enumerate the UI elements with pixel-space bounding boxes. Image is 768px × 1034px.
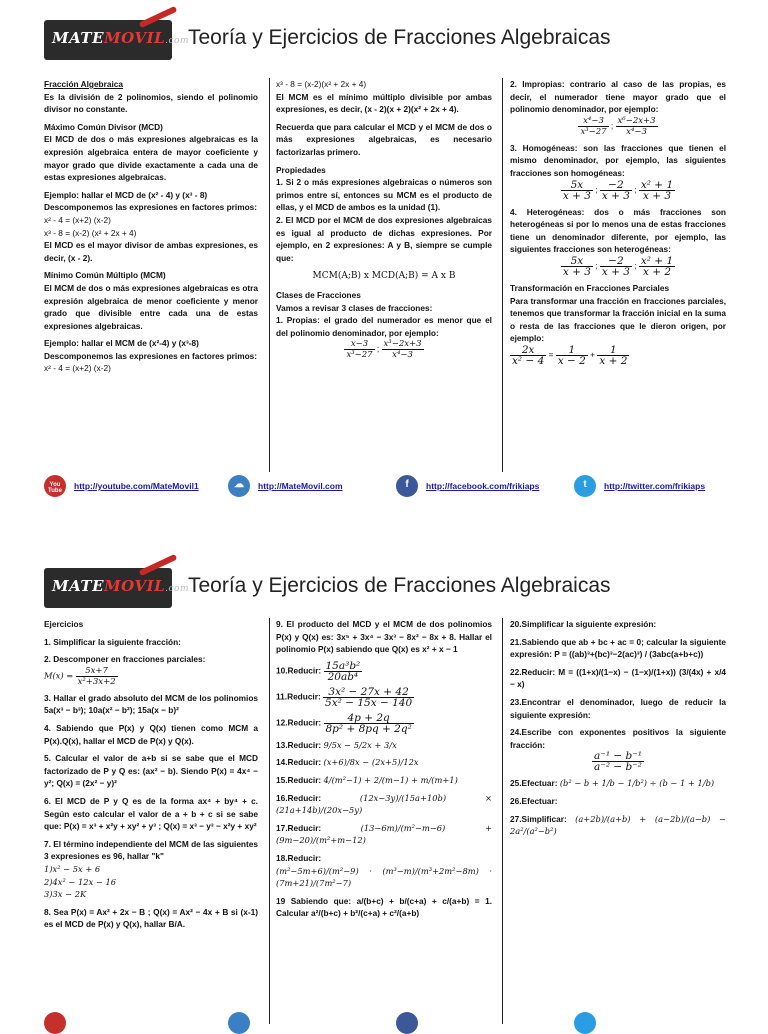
cloud-icon: ☁	[228, 475, 250, 497]
facebook-icon	[396, 1012, 418, 1034]
column-3: 2. Impropias: contrario al caso de las propias, es decir, el numerador tiene mayor grado que el polinomio denominador, por ejemplo: $\frac{\text{x⁴−3}}{\text{x³−27}}$ ; $\frac{\text{x⁶−2x+3}}{\text{x⁴−3}}$ 3. Homogéneas: son las fracciones que tienen el mismo denominador, por ejemplo, las siguientes fracciones son homogéneas: $\frac{5x}{x + 3}$ ; $\frac{-2}{x + 3}$ ; $\frac{\text{x² + 1}}{x + 3}$ 4. Heterogéneas: dos o más fracciones son heterogéneas si por lo menos una de estas fracciones tiene un denominador diferente, por ejemplo, las siguientes fracciones son heterogéneas: $\frac{5x}{x + 3}$ ; $\frac{-2}{x + 3}$ ; $\frac{\text{x² + 1}}{x + 2}$ Transformación en Fracciones Parciales Para transformar una fracción en fracciones parciales, tenemos que transformar la fracción inicial en la suma o resta de las fracciones que le dieron origen, por ejemplo: $\frac{2x}{\text{x² − 4}}$ = $\frac{1}{x - 2}$ + $\frac{1}{x + 2}$	[510, 79, 726, 367]
twitter-icon	[574, 1012, 596, 1034]
column-1: Fracción Algebraica Es la división de 2 polinomios, siendo el polinomio divisor no constante. Máximo Común Divisor (MCD) El MCD de dos o más expresiones algebraicas es la expresión algebraica entera de mayor coeficiente y mayor grado que divide exactamente a cada una de estas expresiones algebraicas. Ejemplo: hallar el MCD de (x² - 4) y (x³ - 8) Descomponemos las expresiones en factores primos: x² - 4 = (x+2) (x-2) x³ - 8 = (x-2) (x² + 2x + 4) El MCD es el mayor divisor de ambas expresiones, es decir, (x - 2). Mínimo Común Múltiplo (MCM) El MCM de dos o más expresiones algebraicas es otra expresión algebraica de menor coeficiente y menor grado que divisible entre cada una de estas expresiones algebraicas. Ejemplo: hallar el MCM de (x²-4) y (x³-8) Descomponemos las expresiones en factores primos: x² - 4 = (x+2) (x-2)	[44, 79, 258, 374]
column-2: x³ - 8 = (x-2)(x² + 2x + 4) El MCM es el mínimo múltiplo divisible por ambas expresiones, es decir, (x - 2)(x + 2)(x² + 2x + 4). Recuerda que para calcular el MCD y el MCM de dos o más expresiones algebraicas, es necesario factorizarlas primero. Propiedades 1. Si 2 o más expresiones algebraicas o números son primos entre sí, entonces su MCM es el producto de ellas, y el MCD de ambos es la unidad (1). 2. El MCD por el MCM de dos expresiones algebraicas es igual al producto de dichas expresiones. Por ejemplo, en 2 expresiones: A y B, siempre se cumple que: MCM(A;B) x MCD(A;B) = A x B Clases de Fracciones Vamos a revisar 3 clases de fracciones: 1. Propias: el grado del numerador es menor que el del polinomio denominador, por ejemplo: $\frac{x-3}{\text{x³−27}}$ ; $\frac{\text{x³−2x+3}}{\text{x⁴−3}}$	[276, 79, 492, 361]
matemovil-logo: MATEMOVIL.com	[44, 20, 172, 60]
heading: Mínimo Común Múltiplo (MCM)	[44, 270, 166, 281]
youtube-link-group	[44, 474, 199, 498]
column-1: Ejercicios 1. Simplificar la siguiente fracción: 2. Descomponer en fracciones parciales: M(x) = $\frac{5x+7}{\text{x²+3x+2}}$ 3. Hallar el grado absoluto del MCM de los polinomios 5a(x³ − b³); 10a(x² − b²); 15a(x − b)² 4. Sabiendo que P(x) y Q(x) tienen como MCM a P(x).Q(x), hallar el MCD de P(x) y Q(x). 5. Calcular el valor de a+b si se sabe que el MCD factorizado de P y Q es: (ax² − b). Siendo P(x) = 4x⁴ − y²; Q(x) = (2x² − y)² 6. El MCD de P y Q es de la forma ax⁴ + by⁴ + c. Según esto calcular el valor de a + b + c si se sabe que: P(x) = x³ + x²y + xy² + y³ ; Q(x) = x³ − y³ − x²y + xy² 7. El término independiente del MCM de las siguientes 3 expresiones es 96, hallar "k" 1)x² − 5x + 6 2)4x² − 12x − 16 3)3x − 2K 8. Sea P(x) = Ax² + 2x − B ; Q(x) = Ax² − 4x + B si (x-1) es el MCD de P(x) y Q(x), hallar B/A.	[44, 619, 258, 930]
content-columns	[44, 78, 726, 472]
web-link[interactable]: http://MateMovil.com	[258, 481, 343, 491]
heading: Propiedades	[276, 164, 326, 175]
twitter-link[interactable]: http://twitter.com/frikiaps	[604, 481, 706, 491]
page-title: Teoría y Ejercicios de Fracciones Algebraicas	[188, 26, 611, 49]
heading: Fracción Algebraica	[44, 79, 124, 89]
header	[44, 18, 724, 62]
content-columns	[44, 618, 726, 1024]
partial-fraction-example: $\frac{2x}{\text{x² − 4}}$ = $\frac{1}{x - 2}$ + $\frac{1}{x + 2}$	[512, 343, 628, 367]
twitter-icon: t	[574, 475, 596, 497]
youtube-icon: You Tube	[44, 475, 66, 497]
matemovil-logo: MATEMOVIL.com	[44, 568, 172, 608]
heading: Máximo Común Divisor (MCD)	[44, 121, 163, 132]
page-1	[0, 0, 768, 500]
heading: Ejercicios	[44, 619, 84, 629]
header	[44, 566, 724, 610]
youtube-icon	[44, 1012, 66, 1034]
formula: MCM(A;B) x MCD(A;B) = A x B	[312, 271, 456, 282]
facebook-link[interactable]: http://facebook.com/frikiaps	[426, 481, 540, 491]
youtube-link[interactable]: http://youtube.com/MateMovil1	[74, 481, 199, 491]
heading: Clases de Fracciones	[276, 289, 361, 300]
cloud-icon	[228, 1012, 250, 1034]
column-2: 9. El producto del MCD y el MCM de dos polinomios P(x) y Q(x) es: 3x⁵ + 3x⁴ − 3x³ − 8x² − 8x + 8. Hallar el polinomio P(x) sabiendo que Q(x) es x² + x − 1 10.Reducir: $\frac{\text{15a³b²}}{\text{20ab⁴}}$ 11.Reducir: $\frac{\text{3x² − 27x + 42}}{\text{5x² − 15x − 140}}$ 12.Reducir: $\frac{4p + 2q}{\text{8p² + 8pq + 2q²}}$ 13.Reducir: 9/5x − 5/2x + 3/x 14.Reducir: (x+6)/8x − (2x+5)/12x 15.Reducir: 4/(m²−1) + 2/(m−1) + m/(m+1) 16.Reducir: (12x−3y)/(15a+10b) × (21a+14b)/(20x−5y) 17.Reducir: (13−6m)/(m²−m−6) + (9m−20)/(m²+m−12) 18.Reducir: (m²−5m+6)/(m²−9) · (m³−m)/(m³+2m²−8m) · (7m+21)/(7m²−7) 19 Sabiendo que: a/(b+c) + b/(c+a) + c/(a+b) = 1. Calcular a²/(b+c) + b²/(c+a) + c²/(a+b)	[276, 619, 492, 919]
social-links	[44, 474, 726, 498]
facebook-icon: f	[396, 475, 418, 497]
facebook-link-group	[396, 474, 539, 498]
page-2	[0, 548, 768, 1024]
heading: Transformación en Fracciones Parciales	[510, 282, 670, 293]
web-link-group	[228, 474, 343, 498]
twitter-link-group	[574, 474, 705, 498]
example-fractions: $\frac{x-3}{\text{x³−27}}$ ; $\frac{\text{x³−2x+3}}{\text{x⁴−3}}$	[346, 339, 422, 361]
column-3: 20.Simplificar la siguiente expresión: 21.Sabiendo que ab + bc + ac = 0; calcular la siguiente expresión: P = ((ab)³+(bc)³−2(ac)³) / (3abc(a+b+c)) 22.Reducir: M = ((1+x)/(1−x) − (1−x)/(1+x)) (3/(4x) + x/4 − x) 23.Encontrar el denominador, luego de reducir la siguiente expresión: 24.Escribe con exponentes positivos la siguiente fracción: $\frac{\text{a⁻¹ − b⁻¹}}{\text{a⁻² − b⁻²}}$ 25.Efectuar: (b² − b + 1/b − 1/b²) ÷ (b − 1 + 1/b) 26.Efectuar: 27.Simplificar: (a+2b)/(a+b) + (a−2b)/(a−b) − 2a²/(a²−b²)	[510, 619, 726, 837]
pen-icon	[139, 554, 178, 576]
page-title: Teoría y Ejercicios de Fracciones Algebraicas	[188, 574, 611, 597]
pen-icon	[139, 6, 178, 28]
